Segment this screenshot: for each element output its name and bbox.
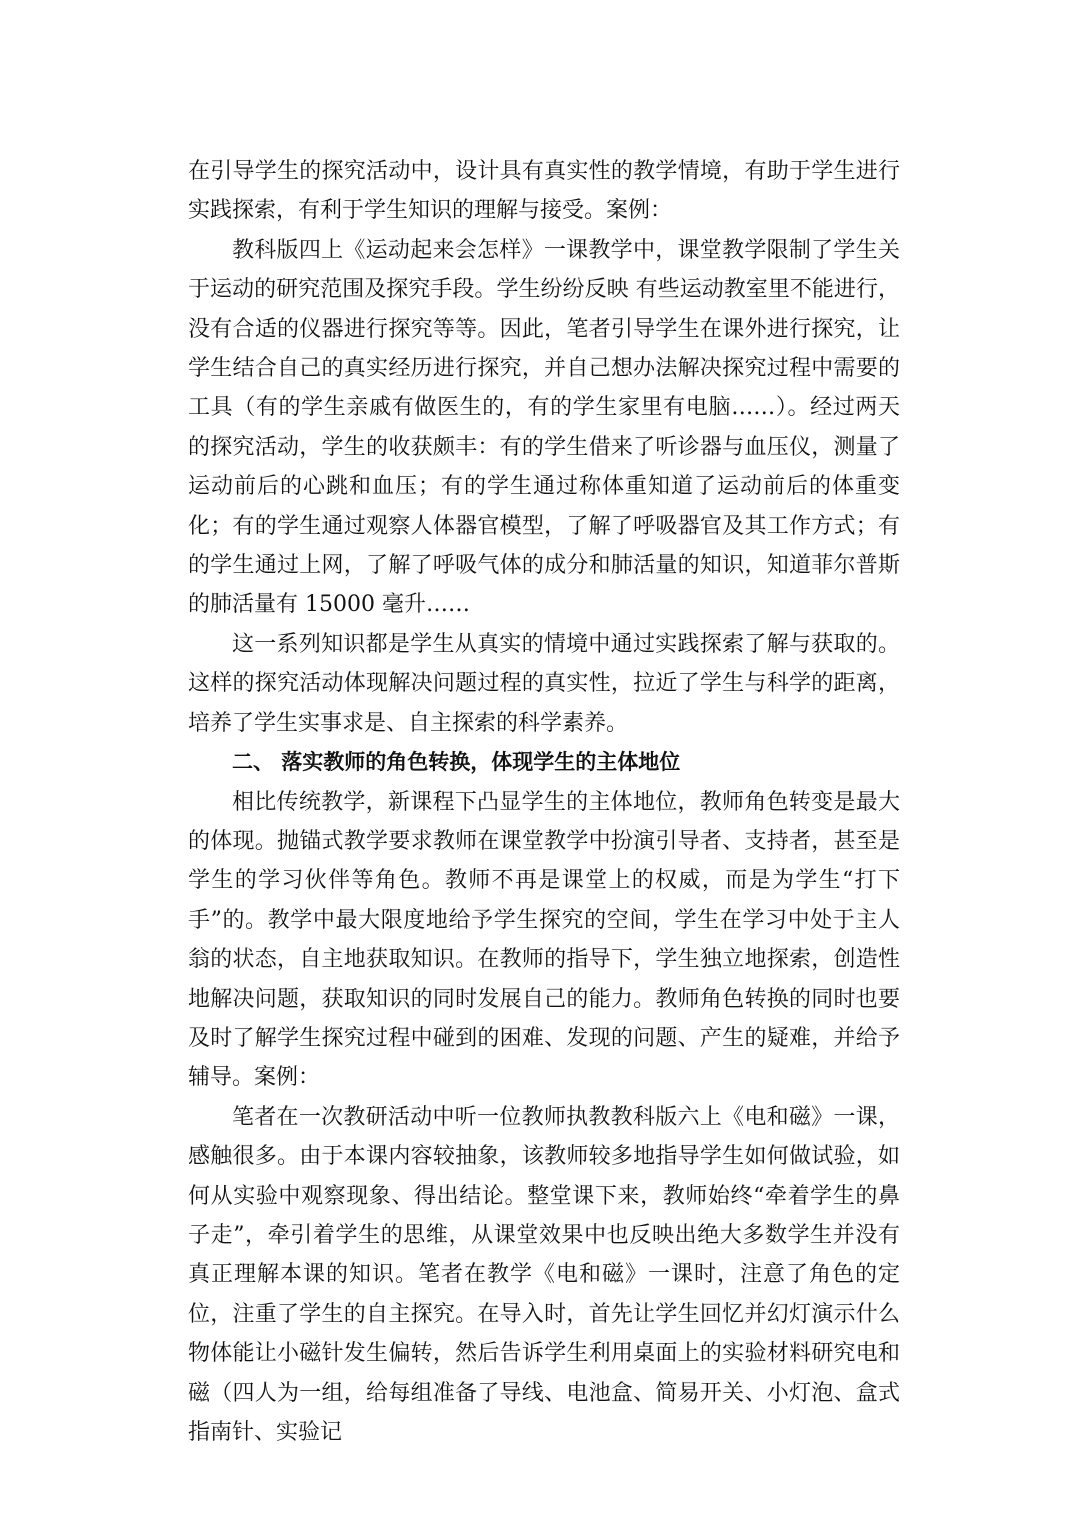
section-heading: 二、 落实教师的角色转换，体现学生的主体地位 (232, 750, 681, 775)
document-page (188, 152, 900, 1452)
paragraph-case-summary: 这一系列知识都是学生从真实的情境中通过实践探索了解与获取的。这样的探究活动体现解决问题过程的真实性，拉近了学生与科学的距离，培养了学生实事求是、自主探索的科学素养。 (188, 631, 900, 736)
paragraph-case-electricity: 笔者在一次教研活动中听一位教师执教教科版六上《电和磁》一课，感触很多。由于本课内容较抽象，该教师较多地指导学生如何做试验，如何从实验中观察现象、得出结论。整堂课下来，教师始终“牵着学生的鼻子走”，牵引着学生的思维，从课堂效果中也反映出绝大多数学生并没有真正理解本课的知识。笔者在教学《电和磁》一课时，注意了角色的定位，注重了学生的自主探究。在导入时，首先让学生回忆并幻灯演示什么物体能让小磁针发生偏转，然后告诉学生利用桌面上的实验材料研究电和磁（四人为一组，给每组准备了导线、电池盒、简易开关、小灯泡、盒式指南针、实验记 (188, 1104, 900, 1445)
paragraph-case-exercise: 教科版四上《运动起来会怎样》一课教学中，课堂教学限制了学生关于运动的研究范围及探究手段。学生纷纷反映 有些运动教室里不能进行，没有合适的仪器进行探究等等。因此，笔者引导学生在课外进行探究，让学生结合自己的真实经历进行探究，并自己想办法解决探究过程中需要的工具（有的学生亲戚有做医生的，有的学生家里有电脑……）。经过两天的探究活动，学生的收获颇丰：有的学生借来了听诊器与血压仪，测量了运动前后的心跳和血压；有的学生通过称体重知道了运动前后的体重变化；有的学生通过观察人体器官模型，了解了呼吸器官及其工作方式；有的学生通过上网，了解了呼吸气体的成分和肺活量的知识，知道菲尔普斯的肺活量有 15000 毫升…… (188, 237, 900, 618)
paragraph-intro: 在引导学生的探究活动中，设计具有真实性的教学情境，有助于学生进行实践探索，有利于学生知识的理解与接受。案例： (188, 159, 900, 224)
paragraph-teacher-role: 相比传统教学，新课程下凸显学生的主体地位，教师角色转变是最大的体现。抛锚式教学要求教师在课堂教学中扮演引导者、支持者，甚至是学生的学习伙伴等角色。教师不再是课堂上的权威，而是为学生“打下手”的。教学中最大限度地给予学生探究的空间，学生在学习中处于主人翁的状态，自主地获取知识。在教师的指导下，学生独立地探索，创造性地解决问题，获取知识的同时发展自己的能力。教师角色转换的同时也要及时了解学生探究过程中碰到的困难、发现的问题、产生的疑难，并给予辅导。案例： (188, 789, 900, 1091)
